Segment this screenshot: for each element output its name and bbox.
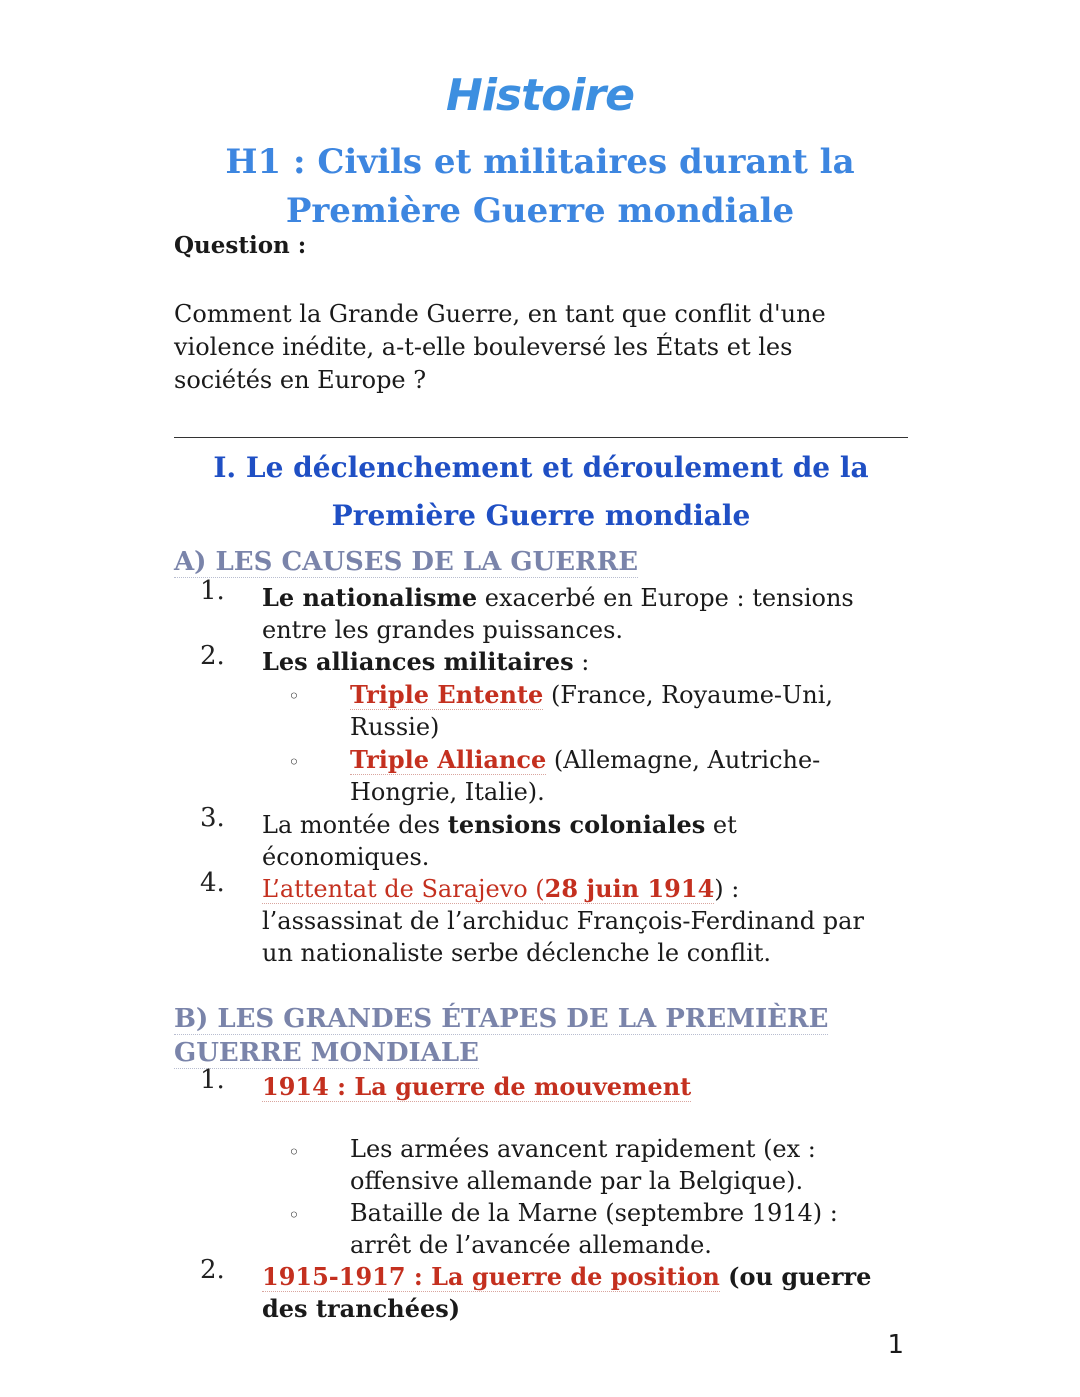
list-number: 4. xyxy=(200,868,225,898)
list-item: L’attentat de Sarajevo (28 juin 1914) : l’assassinat de l’archiduc François-Ferdinand par un nationaliste serbe déclenche le conflit. xyxy=(262,874,864,967)
section-heading xyxy=(174,444,908,540)
list-item: Triple Entente (France, Royaume-Uni, Russie) xyxy=(350,680,833,741)
chapter-title-line2: Première Guerre mondiale xyxy=(285,191,795,231)
page-number: 1 xyxy=(887,1330,904,1360)
list-number: 1. xyxy=(200,1065,225,1095)
bullet-icon: ◦ xyxy=(288,684,300,708)
bullet-icon: ◦ xyxy=(288,1140,300,1164)
list-item: Les armées avancent rapidement (ex : offensive allemande par la Belgique). xyxy=(350,1135,816,1195)
bullet-icon: ◦ xyxy=(288,1203,300,1227)
chapter-title xyxy=(140,138,940,236)
list-item: La montée des tensions coloniales et économiques. xyxy=(262,810,737,871)
section-heading-line2: Première Guerre mondiale xyxy=(331,499,751,532)
list-item: Bataille de la Marne (septembre 1914) : arrêt de l’avancée allemande. xyxy=(350,1199,838,1259)
list-item: Les alliances militaires : xyxy=(262,647,590,676)
chapter-title-line1: H1 : Civils et militaires durant la xyxy=(225,142,855,182)
bullet-icon: ◦ xyxy=(288,750,300,774)
question-line2: violence inédite, a-t-elle bouleversé les États et les xyxy=(174,333,793,361)
list-item: 1914 : La guerre de mouvement xyxy=(262,1072,692,1101)
section-heading-line1: I. Le déclenchement et déroulement de la xyxy=(213,451,869,484)
question-line3: sociétés en Europe ? xyxy=(174,366,427,394)
list-item: 1915-1917 : La guerre de position (ou guerre des tranchées) xyxy=(262,1262,872,1323)
list-number: 2. xyxy=(200,1255,225,1285)
list-item: Le nationalisme exacerbé en Europe : tensions entre les grandes puissances. xyxy=(262,583,854,644)
question-label: Question : xyxy=(174,232,307,259)
divider xyxy=(174,437,908,438)
list-number: 3. xyxy=(200,803,225,833)
list-number: 2. xyxy=(200,641,225,671)
list-number: 1. xyxy=(200,576,225,606)
question-text xyxy=(174,298,894,397)
part-b-heading: B) LES GRANDES ÉTAPES DE LA PREMIÈRE GUERRE MONDIALE xyxy=(174,1004,829,1068)
question-line1: Comment la Grande Guerre, en tant que conflit d'une xyxy=(174,300,826,328)
list-item: Triple Alliance (Allemagne, Autriche- Hongrie, Italie). xyxy=(350,745,821,806)
part-a-heading: A) LES CAUSES DE LA GUERRE xyxy=(174,547,639,577)
subject-title: Histoire xyxy=(446,70,634,121)
